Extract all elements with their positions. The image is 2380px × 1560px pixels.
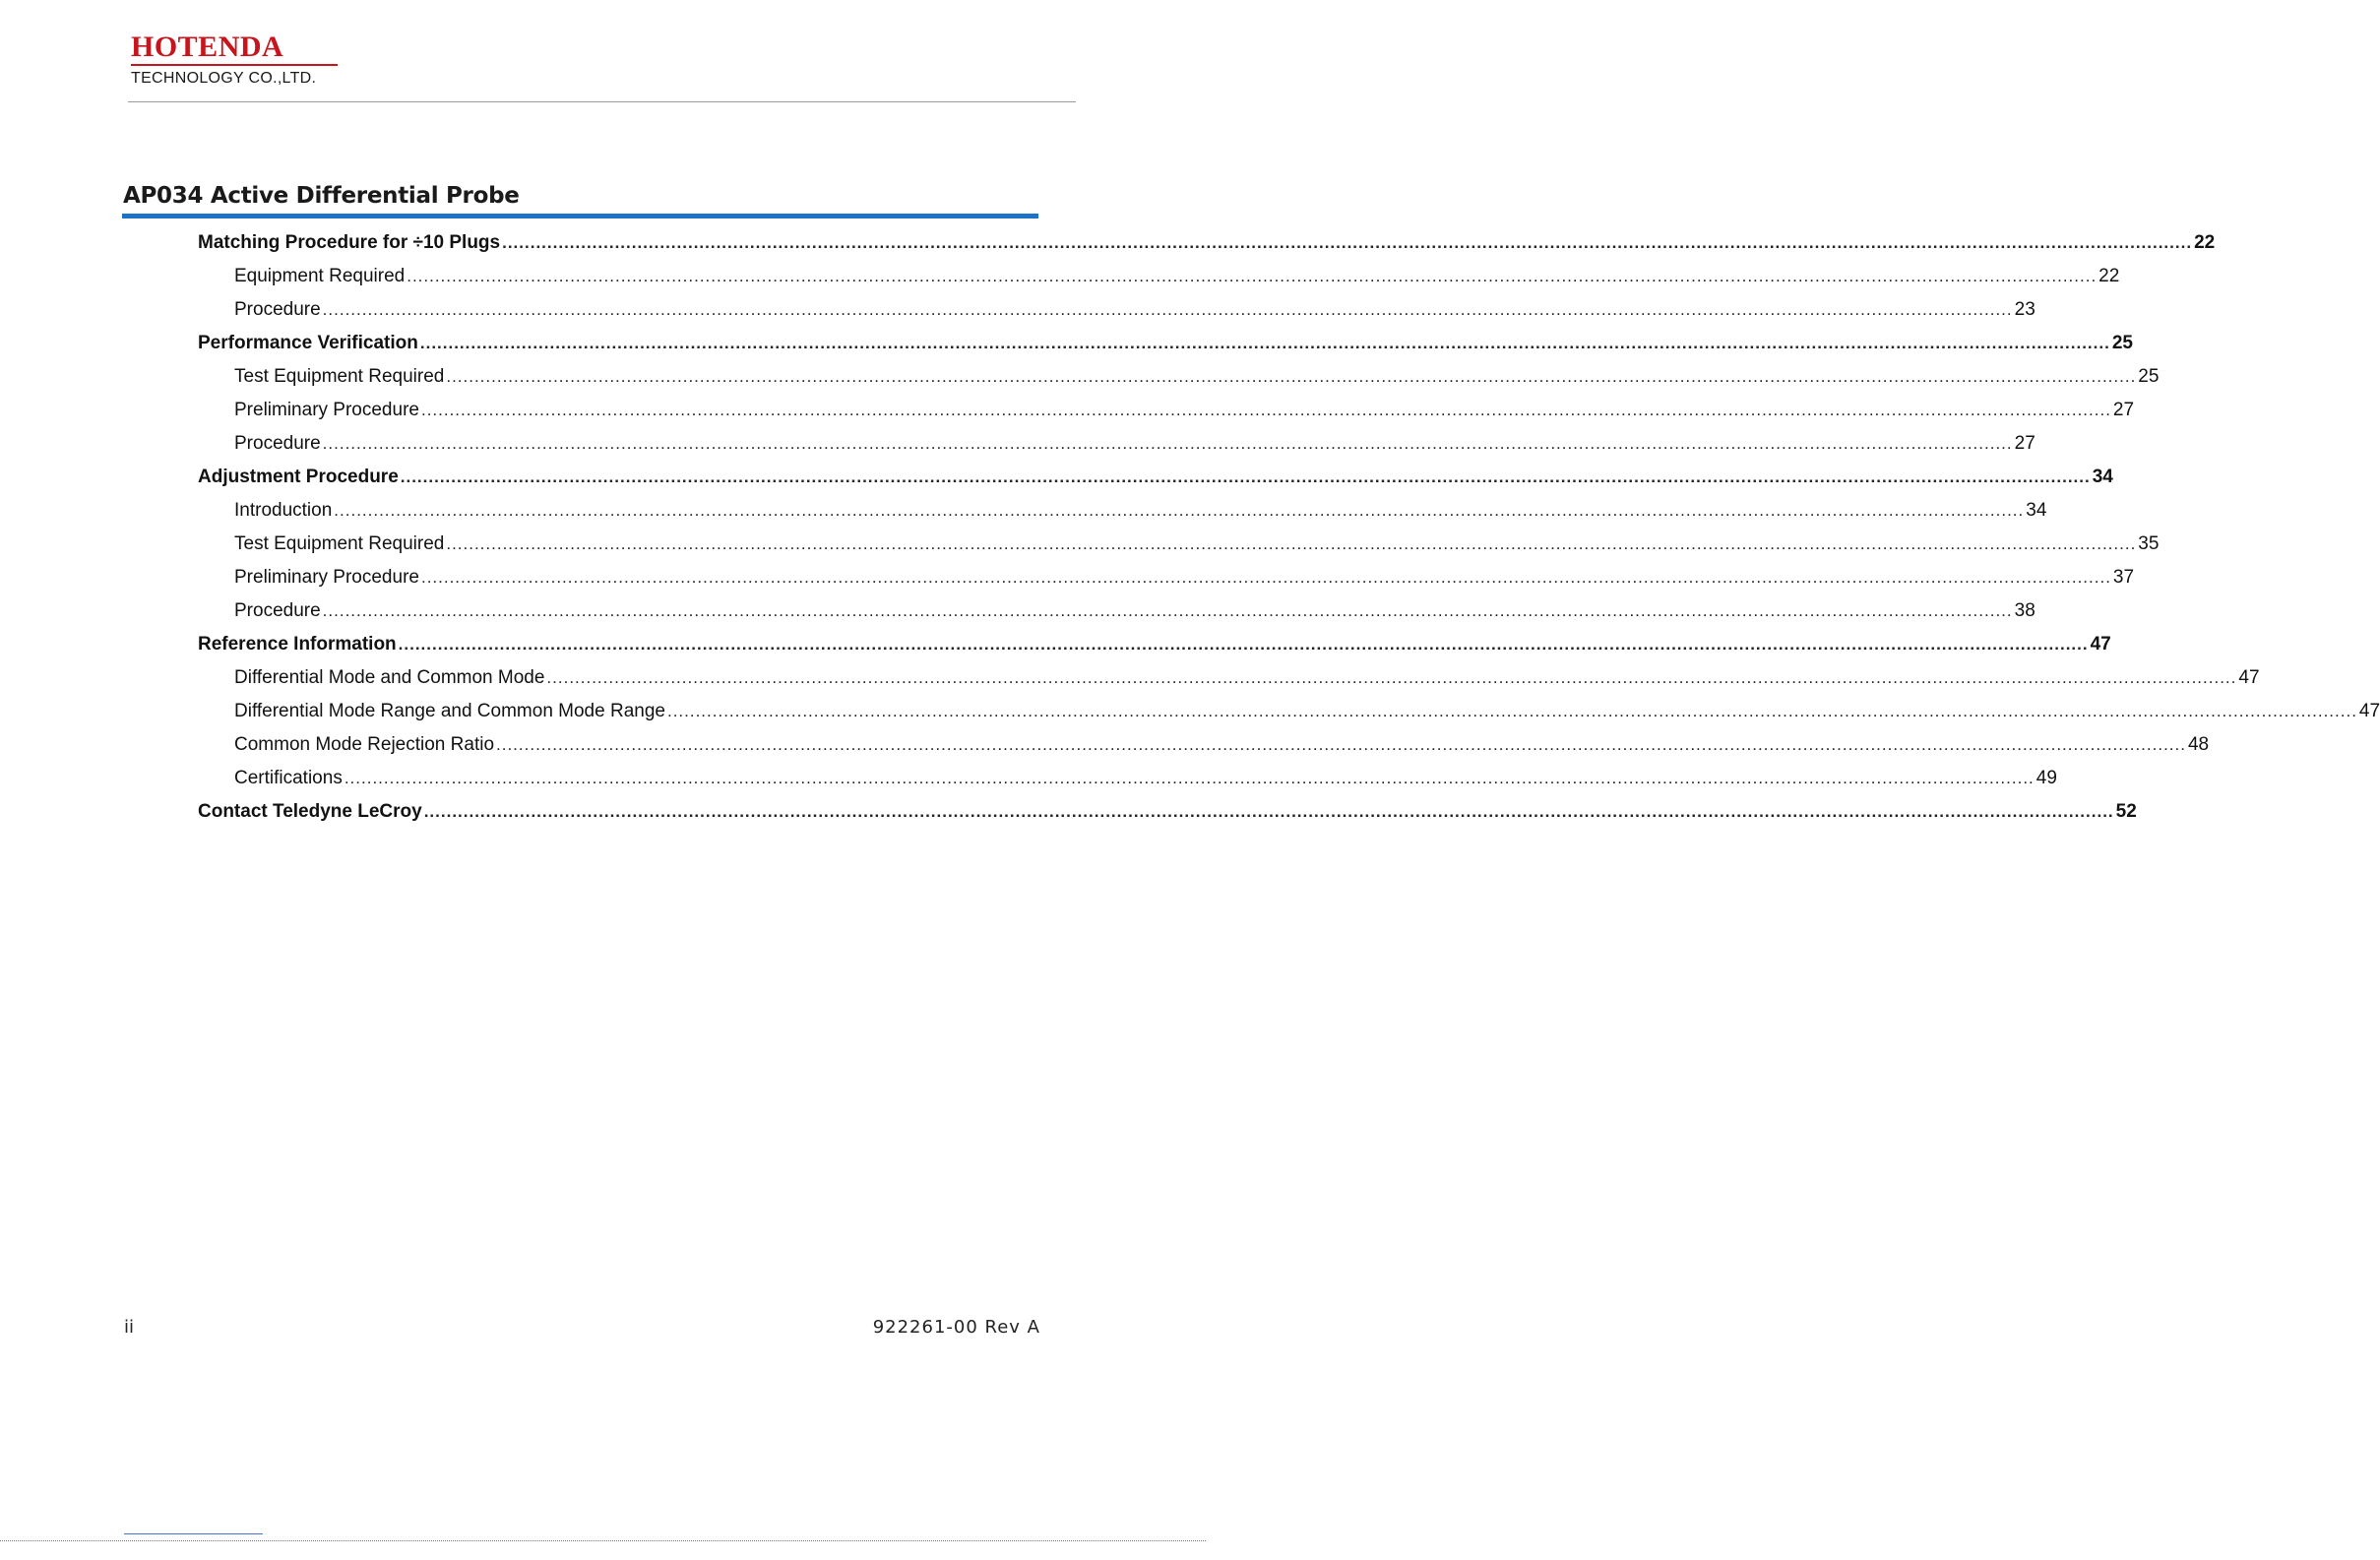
company-subtitle: TECHNOLOGY CO.,LTD. bbox=[131, 70, 317, 87]
toc-subsection-entry[interactable] bbox=[198, 295, 2036, 329]
toc-entry-label: Common Mode Rejection Ratio bbox=[234, 734, 495, 755]
header-divider bbox=[128, 101, 1076, 102]
toc-entry-page-number: 38 bbox=[2014, 600, 2036, 621]
toc-subsection-entry[interactable] bbox=[198, 396, 2135, 429]
toc-dot-leader: ............................................................................................................................................................................................................................................................................................................ bbox=[546, 668, 2237, 687]
toc-entry-page-number: 27 bbox=[2014, 433, 2036, 454]
toc-dot-leader: ............................................................................................................................................................................................................................................................................................................ bbox=[423, 802, 2114, 821]
toc-entry-label: Adjustment Procedure bbox=[198, 467, 399, 487]
toc-subsection-entry[interactable] bbox=[198, 663, 2260, 697]
toc-subsection-entry[interactable] bbox=[198, 730, 2210, 764]
toc-entry-page-number: 47 bbox=[2358, 701, 2380, 721]
toc-subsection-entry[interactable] bbox=[198, 429, 2036, 463]
toc-subsection-entry[interactable] bbox=[198, 697, 2380, 730]
footer-doc-number: 922261-00 Rev A bbox=[872, 1317, 1040, 1338]
toc-subsection-entry[interactable] bbox=[198, 596, 2036, 630]
toc-section-entry[interactable] bbox=[198, 630, 2111, 663]
toc-entry-page-number: 22 bbox=[2194, 232, 2216, 253]
footer-page-number: ii bbox=[124, 1317, 135, 1338]
toc-dot-leader: ............................................................................................................................................................................................................................................................................................................ bbox=[322, 300, 2013, 319]
toc-dot-leader: ............................................................................................................................................................................................................................................................................................................ bbox=[322, 434, 2013, 453]
toc-entry-page-number: 34 bbox=[2092, 467, 2113, 487]
toc-subsection-entry[interactable] bbox=[198, 362, 2160, 396]
toc-dot-leader: ............................................................................................................................................................................................................................................................................................................ bbox=[400, 468, 2091, 486]
toc-entry-page-number: 47 bbox=[2238, 667, 2260, 688]
toc-entry-label: Equipment Required bbox=[234, 266, 406, 286]
toc-dot-leader: ............................................................................................................................................................................................................................................................................................................ bbox=[407, 267, 2098, 285]
toc-entry-page-number: 23 bbox=[2014, 299, 2036, 320]
toc-entry-label: Performance Verification bbox=[198, 333, 418, 353]
toc-entry-label: Reference Information bbox=[198, 634, 397, 655]
toc-entry-label: Matching Procedure for ÷10 Plugs bbox=[198, 232, 501, 253]
toc-entry-label: Introduction bbox=[234, 500, 333, 521]
toc-section-entry[interactable] bbox=[198, 329, 2133, 362]
toc-subsection-entry[interactable] bbox=[198, 530, 2160, 563]
toc-entry-label: Differential Mode and Common Mode bbox=[234, 667, 545, 688]
toc-dot-leader: ............................................................................................................................................................................................................................................................................................................ bbox=[502, 233, 2193, 252]
toc-entry-page-number: 25 bbox=[2111, 333, 2133, 353]
toc-entry-page-number: 34 bbox=[2026, 500, 2047, 521]
toc-entry-label: Preliminary Procedure bbox=[234, 400, 419, 420]
toc-dot-leader: ............................................................................................................................................................................................................................................................................................................ bbox=[496, 735, 2186, 754]
title-underline bbox=[122, 214, 1038, 218]
toc-dot-leader: ............................................................................................................................................................................................................................................................................................................ bbox=[322, 601, 2013, 620]
toc-entry-page-number: 52 bbox=[2115, 801, 2137, 822]
toc-entry-page-number: 35 bbox=[2138, 533, 2160, 554]
toc-dot-leader: ............................................................................................................................................................................................................................................................................................................ bbox=[446, 534, 2137, 553]
company-logo-text: HOTENDA bbox=[131, 31, 284, 63]
toc-subsection-entry[interactable] bbox=[198, 496, 2047, 530]
toc-dot-leader: ............................................................................................................................................................................................................................................................................................................ bbox=[419, 334, 2110, 352]
toc-entry-page-number: 25 bbox=[2138, 366, 2160, 387]
toc-entry-label: Certifications bbox=[234, 768, 343, 788]
toc-entry-label: Procedure bbox=[234, 433, 321, 454]
table-of-contents bbox=[198, 228, 2380, 831]
toc-entry-page-number: 48 bbox=[2187, 734, 2210, 755]
toc-subsection-entry[interactable] bbox=[198, 764, 2057, 797]
toc-entry-page-number: 47 bbox=[2090, 634, 2111, 655]
toc-entry-label: Procedure bbox=[234, 600, 321, 621]
toc-section-entry[interactable] bbox=[198, 797, 2137, 831]
toc-dot-leader: ............................................................................................................................................................................................................................................................................................................ bbox=[344, 769, 2035, 787]
toc-section-entry[interactable] bbox=[198, 463, 2113, 496]
toc-dot-leader: ............................................................................................................................................................................................................................................................................................................ bbox=[446, 367, 2137, 386]
toc-entry-page-number: 49 bbox=[2036, 768, 2057, 788]
toc-entry-page-number: 22 bbox=[2098, 266, 2120, 286]
toc-entry-page-number: 27 bbox=[2112, 400, 2135, 420]
toc-subsection-entry[interactable] bbox=[198, 563, 2135, 596]
toc-dot-leader: ............................................................................................................................................................................................................................................................................................................ bbox=[334, 501, 2025, 520]
toc-entry-label: Preliminary Procedure bbox=[234, 567, 419, 588]
document-title: AP034 Active Differential Probe bbox=[123, 183, 520, 209]
company-logo bbox=[131, 31, 338, 88]
toc-entry-label: Contact Teledyne LeCroy bbox=[198, 801, 422, 822]
toc-entry-label: Differential Mode Range and Common Mode Range bbox=[234, 701, 665, 721]
toc-entry-label: Test Equipment Required bbox=[234, 366, 445, 387]
toc-entry-label: Procedure bbox=[234, 299, 321, 320]
toc-dot-leader: ............................................................................................................................................................................................................................................................................................................ bbox=[420, 401, 2111, 419]
toc-dot-leader: ............................................................................................................................................................................................................................................................................................................ bbox=[420, 568, 2111, 587]
toc-entry-label: Test Equipment Required bbox=[234, 533, 445, 554]
footnote-separator bbox=[124, 1533, 263, 1534]
toc-entry-page-number: 37 bbox=[2112, 567, 2135, 588]
toc-dot-leader: ............................................................................................................................................................................................................................................................................................................ bbox=[666, 702, 2357, 720]
toc-section-entry[interactable] bbox=[198, 228, 2216, 262]
toc-subsection-entry[interactable] bbox=[198, 262, 2120, 295]
page-bottom-dotted-line bbox=[0, 1540, 1206, 1541]
toc-dot-leader: ............................................................................................................................................................................................................................................................................................................ bbox=[398, 635, 2089, 654]
logo-underline bbox=[131, 64, 338, 66]
